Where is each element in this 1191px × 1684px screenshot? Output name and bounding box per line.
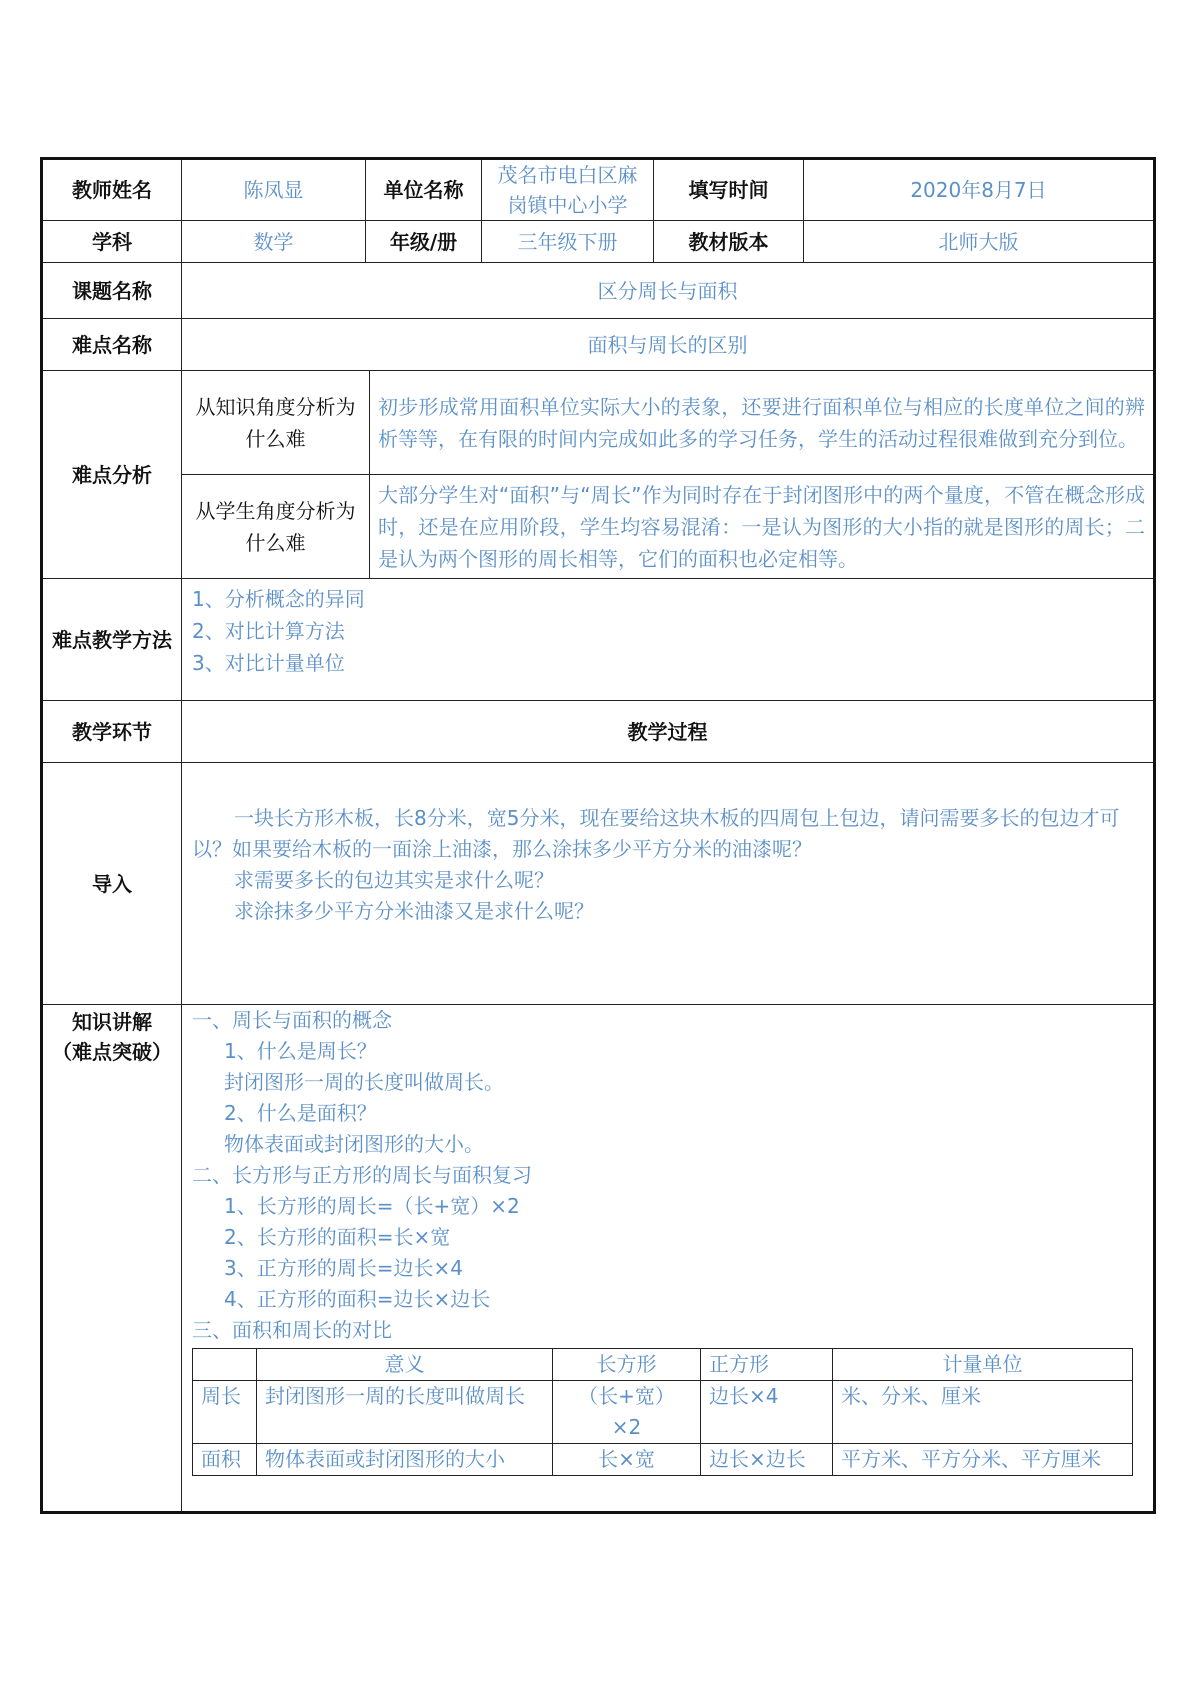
topic-value: 区分周长与面积 [182, 263, 1155, 319]
method-item: 1、分析概念的异同 [192, 587, 365, 611]
knowledge-row [42, 1005, 1155, 1513]
analysis-label: 难点分析 [42, 371, 182, 579]
knowledge-content [182, 1005, 1155, 1513]
header-row-2 [42, 221, 1155, 263]
comparison-header-cell [193, 1349, 257, 1381]
knowledge-line: 物体表面或封闭图形的大小。 [224, 1132, 484, 1156]
topic-label: 课题名称 [42, 263, 182, 319]
comparison-cell: 米、分米、厘米 [833, 1381, 1133, 1444]
intro-question: 求涂抹多少平方分米油漆又是求什么呢？ [234, 899, 594, 923]
section-heading: 二、长方形与正方形的周长与面积复习 [192, 1163, 532, 1187]
knowledge-line: 4、正方形的面积=边长×边长 [224, 1287, 491, 1311]
section-heading: 三、面积和周长的对比 [192, 1318, 392, 1342]
unit-name-label: 单位名称 [366, 159, 482, 221]
knowledge-line: 封闭图形一周的长度叫做周长。 [224, 1070, 504, 1094]
comparison-cell: 封闭图形一周的长度叫做周长 [257, 1381, 553, 1444]
teaching-stage-header: 教学环节 [42, 701, 182, 763]
grade-value: 三年级下册 [482, 221, 654, 263]
comparison-cell: 面积 [193, 1444, 257, 1476]
grade-label: 年级/册 [366, 221, 482, 263]
student-angle-text: 大部分学生对“面积”与“周长”作为同时存在于封闭图形中的两个量度，不管在概念形成时，还是在应用阶段，学生均容易混淆：一是认为图形的大小指的就是图形的周长；二是认为两个图形的周长相等，它们的面积也必定相等。 [370, 475, 1155, 579]
knowledge-line: 2、长方形的面积=长×宽 [224, 1225, 451, 1249]
comparison-cell: 边长×4 [701, 1381, 833, 1444]
date-label: 填写时间 [654, 159, 804, 221]
comparison-table [192, 1348, 1133, 1476]
comparison-header-cell: 长方形 [553, 1349, 701, 1381]
comparison-header-cell: 意义 [257, 1349, 553, 1381]
difficulty-value: 面积与周长的区别 [182, 319, 1155, 371]
subject-label: 学科 [42, 221, 182, 263]
comparison-cell: 物体表面或封闭图形的大小 [257, 1444, 553, 1476]
process-header-row [42, 701, 1155, 763]
comparison-cell: 平方米、平方分米、平方厘米 [833, 1444, 1133, 1476]
methods-row [42, 579, 1155, 701]
methods-label: 难点教学方法 [42, 579, 182, 701]
comparison-cell: 边长×边长 [701, 1444, 833, 1476]
comparison-row-area [193, 1444, 1133, 1476]
unit-name-value: 茂名市电白区麻岗镇中心小学 [482, 159, 654, 221]
comparison-header-row [193, 1349, 1133, 1381]
knowledge-line: 2、什么是面积？ [224, 1101, 377, 1125]
comparison-header-cell: 计量单位 [833, 1349, 1133, 1381]
lesson-plan-sheet [40, 157, 1153, 1514]
intro-row [42, 763, 1155, 1005]
knowledge-line: 1、什么是周长？ [224, 1039, 377, 1063]
edition-value: 北师大版 [804, 221, 1155, 263]
subject-value: 数学 [182, 221, 366, 263]
teacher-name-value: 陈凤显 [182, 159, 366, 221]
knowledge-angle-label: 从知识角度分析为什么难 [182, 371, 370, 475]
knowledge-label-line1: 知识讲解 [72, 1010, 152, 1034]
header-row-1 [42, 159, 1155, 221]
analysis-row-knowledge [42, 371, 1155, 475]
difficulty-label: 难点名称 [42, 319, 182, 371]
comparison-cell: （长+宽）×2 [553, 1381, 701, 1444]
comparison-cell: 周长 [193, 1381, 257, 1444]
intro-label: 导入 [42, 763, 182, 1005]
intro-question: 求需要多长的包边其实是求什么呢？ [234, 868, 554, 892]
lesson-plan-table [40, 157, 1156, 1514]
knowledge-line: 1、长方形的周长=（长+宽）×2 [224, 1194, 520, 1218]
teaching-process-header: 教学过程 [182, 701, 1155, 763]
analysis-row-student [42, 475, 1155, 579]
comparison-row-perimeter [193, 1381, 1133, 1444]
intro-content [182, 763, 1155, 1005]
difficulty-row [42, 319, 1155, 371]
section-heading: 一、周长与面积的概念 [192, 1008, 392, 1032]
teacher-name-label: 教师姓名 [42, 159, 182, 221]
knowledge-angle-text: 初步形成常用面积单位实际大小的表象，还要进行面积单位与相应的长度单位之间的辨析等等，在有限的时间内完成如此多的学习任务，学生的活动过程很难做到充分到位。 [370, 371, 1155, 475]
methods-list [182, 579, 1155, 701]
comparison-header-cell: 正方形 [701, 1349, 833, 1381]
method-item: 2、对比计算方法 [192, 619, 345, 643]
knowledge-label-line2: （难点突破） [52, 1040, 172, 1064]
intro-paragraph: 一块长方形木板，长8分米，宽5分米，现在要给这块木板的四周包上包边，请问需要多长的包边才可以？如果要给木板的一面涂上油漆，那么涂抹多少平方分米的油漆呢？ [192, 806, 1120, 861]
topic-row [42, 263, 1155, 319]
method-item: 3、对比计量单位 [192, 651, 345, 675]
knowledge-line: 3、正方形的周长=边长×4 [224, 1256, 463, 1280]
date-value: 2020年8月7日 [804, 159, 1155, 221]
comparison-cell: 长×宽 [553, 1444, 701, 1476]
knowledge-label [42, 1005, 182, 1513]
edition-label: 教材版本 [654, 221, 804, 263]
student-angle-label: 从学生角度分析为什么难 [182, 475, 370, 579]
